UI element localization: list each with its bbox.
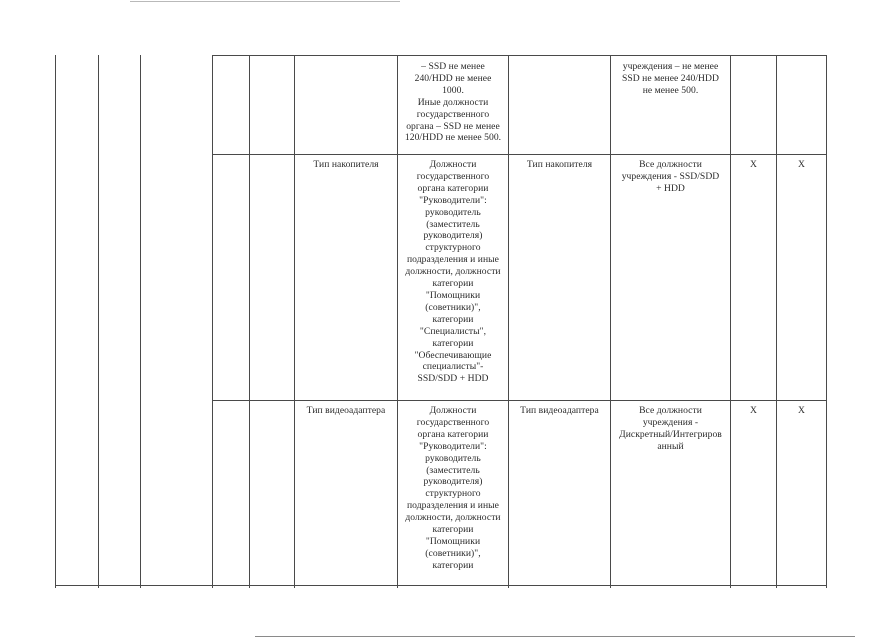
table-rule-top — [212, 55, 827, 56]
row2-mark-x-1: X — [750, 159, 757, 170]
row1-requirement-text: – SSD не менее 240/HDD не менее 1000. Иные должности государственного органа – SSD не менее 120/HDD не менее 500. — [404, 61, 502, 144]
scan-artifact-top — [130, 1, 400, 2]
row2-characteristic-name-2: Тип накопителя — [526, 159, 593, 170]
table-rule-v6 — [294, 55, 295, 588]
row3-mark-x-2: X — [798, 405, 805, 416]
table-rule-v9 — [610, 55, 611, 588]
row2-mark-x-2: X — [798, 159, 805, 170]
row2-institution-text: Все должности учреждения - SSD/SDD + HDD — [621, 159, 720, 194]
row3-characteristic-name: Тип видеоадаптера — [306, 405, 386, 416]
row2-requirement-text: Должности государственного органа категории "Руководители": руководитель (заместитель руководителя) структурного подразделения и иные должности, должности категории "Помощники (советники)", категории "Специалисты", категории "Обеспечивающие специалисты"- SSD/SDD + HDD — [405, 159, 501, 385]
table-rule-bottom — [55, 585, 827, 586]
table-rule-v10 — [730, 55, 731, 588]
row1-institution-text: учреждения – не менее SSD не менее 240/HDD не менее 500. — [621, 61, 719, 96]
table-rule-v12 — [826, 55, 827, 588]
table-rule-v2 — [98, 55, 99, 588]
table-rule-v4 — [212, 55, 213, 588]
row3-characteristic-name-2: Тип видеоадаптера — [520, 405, 599, 416]
table-rule-v8 — [508, 55, 509, 588]
table-rule-row2-bottom — [212, 400, 827, 401]
row3-institution-text: Все должности учреждения - Дискретный/Интегриров анный — [619, 405, 722, 452]
scan-artifact-bottom — [255, 636, 855, 637]
row3-requirement-text: Должности государственного органа категории "Руководители": руководитель (заместитель руководителя) структурного подразделения и иные должности, должности категории "Помощники (советники)", категории — [405, 405, 501, 571]
table-rule-v5 — [249, 55, 250, 588]
table-rule-v1 — [55, 55, 56, 588]
table-rule-row1-bottom — [212, 154, 827, 155]
row2-characteristic-name: Тип накопителя — [313, 159, 379, 170]
table-rule-v11 — [776, 55, 777, 588]
table-rule-v3 — [140, 55, 141, 588]
row3-mark-x-1: X — [750, 405, 757, 416]
